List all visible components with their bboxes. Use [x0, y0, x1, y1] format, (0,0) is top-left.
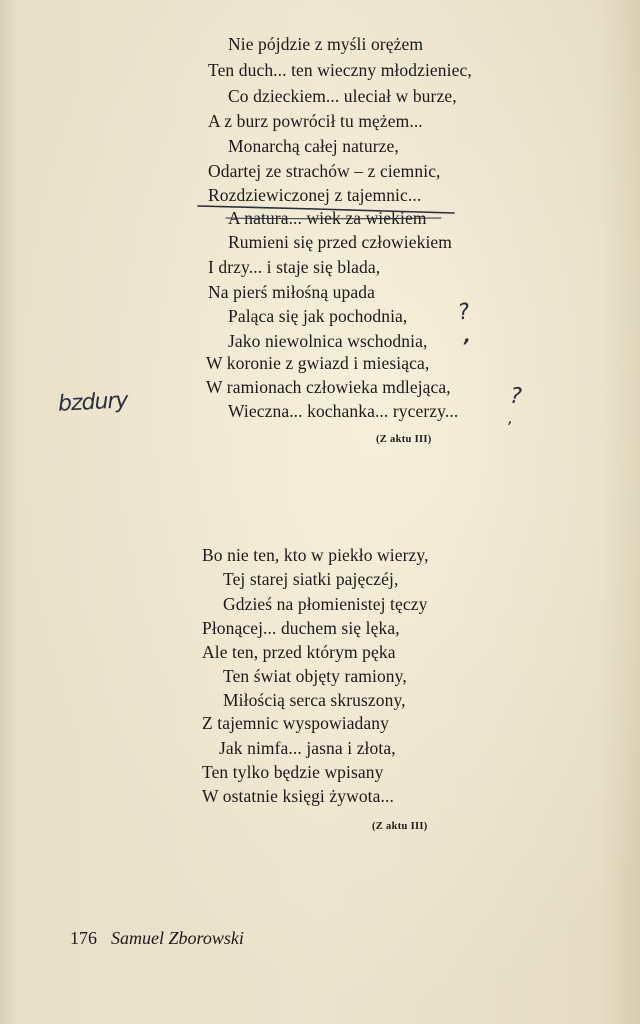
- poem2-line-1: Bo nie ten, kto w piekło wierzy,: [202, 545, 429, 565]
- poem1-line-14: W koronie z gwiazd i miesiąca,: [206, 353, 430, 373]
- poem1-line-6: Odartej ze strachów – z ciemnic,: [208, 161, 441, 181]
- poem1-line-4: A z burz powrócił tu mężem...: [208, 111, 423, 131]
- page-footer: [70, 928, 244, 949]
- poem1-line-9: Rumieni się przed człowiekiem: [228, 232, 453, 252]
- poem1-line-7: Rozdziewiczonej z tajemnic...: [208, 185, 422, 205]
- poem1-line-16: Wieczna... kochanka... rycerzy...: [228, 401, 459, 421]
- poem2-line-2: Tej starej siatki pajęczéj,: [223, 569, 399, 589]
- poem2-line-11: W ostatnie księgi żywota...: [202, 786, 394, 806]
- poem2-line-3: Gdzieś na płomienistej tęczy: [223, 594, 428, 614]
- poem1-line-15: W ramionach człowieka mdlejąca,: [206, 377, 451, 397]
- margin-note-bzdury: bzdury: [57, 388, 129, 417]
- margin-mark-comma-2: ,: [508, 408, 514, 427]
- poem1-line-8: A natura... wiek za wiekiem: [228, 208, 427, 228]
- poem2-line-4: Płonącej... duchem się lęka,: [202, 618, 400, 638]
- pen-strike-mark: [196, 204, 458, 220]
- poem2-source: (Z aktu III): [372, 821, 428, 832]
- poem2-line-5: Ale ten, przed którym pęka: [202, 642, 396, 662]
- poem1-line-11: Na pierś miłośną upada: [208, 282, 375, 302]
- poem1-line-1: Nie pójdzie z myśli orężem: [228, 34, 424, 54]
- poem2-line-6: Ten świat objęty ramiony,: [223, 666, 407, 686]
- poem1-line-2: Ten duch... ten wieczny młodzieniec,: [208, 60, 472, 80]
- page-number: 176: [70, 928, 97, 948]
- poem1-line-10: I drzy... i staje się blada,: [208, 257, 381, 277]
- poem2-line-8: Z tajemnic wyspowiadany: [202, 713, 389, 733]
- poem1-line-3: Co dzieckiem... uleciał w burze,: [228, 86, 457, 106]
- poem2-line-10: Ten tylko będzie wpisany: [202, 762, 384, 782]
- poem1-line-12: Paląca się jak pochodnia,: [228, 306, 408, 326]
- poem2-line-7: Miłością serca skruszony,: [223, 690, 406, 710]
- margin-mark-question-1: ?: [456, 299, 472, 326]
- poem1-line-5: Monarchą całej naturze,: [228, 136, 399, 156]
- running-author: Samuel Zborowski: [111, 928, 244, 948]
- margin-mark-comma-1: ,: [464, 326, 471, 347]
- poem1-source: (Z aktu III): [376, 434, 432, 445]
- poem2-line-9: Jak nimfa... jasna i złota,: [219, 738, 396, 758]
- poem1-line-13: Jako niewolnica wschodnia,: [228, 331, 428, 351]
- margin-mark-question-2: ?: [509, 383, 523, 410]
